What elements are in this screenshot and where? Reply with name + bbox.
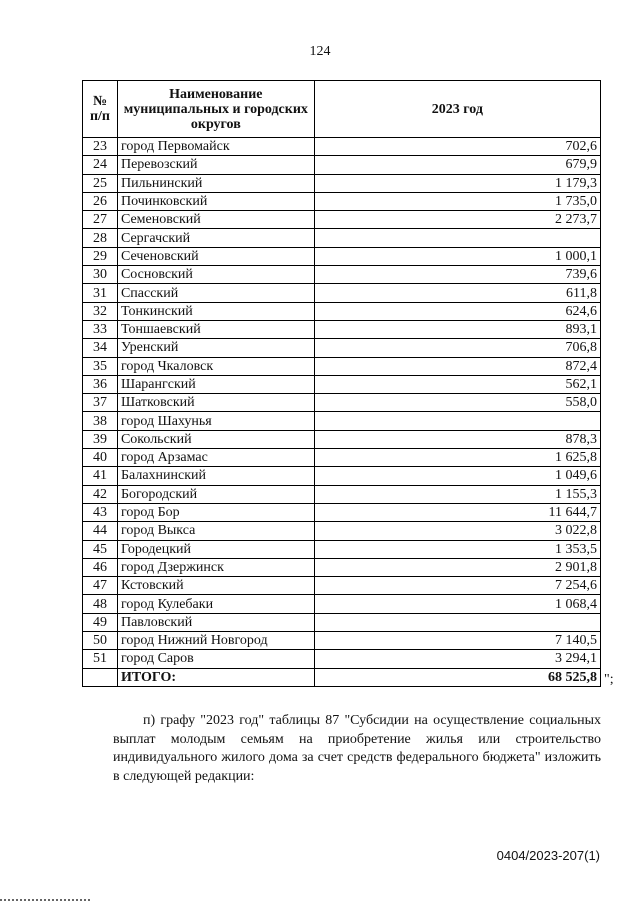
header-municipality: Наименование муниципальных и городских округов — [117, 81, 314, 138]
row-number: 33 — [83, 320, 118, 338]
table-row — [83, 174, 601, 192]
row-number: 40 — [83, 449, 118, 467]
row-number: 30 — [83, 266, 118, 284]
row-number: 29 — [83, 247, 118, 265]
row-municipality: Сергачский — [117, 229, 314, 247]
table-row — [83, 577, 601, 595]
row-value: 1 179,3 — [314, 174, 600, 192]
row-value — [314, 229, 600, 247]
amendment-text: п) графу "2023 год" таблицы 87 "Субсидии на осуществление социальных выплат молодым семьям на приобретение жилья или строительство индивидуального жилого дома за счет средств федерального бюджета" изложить в следующей редакции: — [113, 713, 601, 784]
table-row — [83, 229, 601, 247]
table-row — [83, 247, 601, 265]
row-number: 25 — [83, 174, 118, 192]
row-municipality: Сокольский — [117, 430, 314, 448]
row-number: 34 — [83, 339, 118, 357]
row-municipality: город Первомайск — [117, 138, 314, 156]
row-number: 23 — [83, 138, 118, 156]
table-row — [83, 339, 601, 357]
row-number: 24 — [83, 156, 118, 174]
row-value: 1 155,3 — [314, 485, 600, 503]
table-row — [83, 650, 601, 668]
row-number: 39 — [83, 430, 118, 448]
row-value: 878,3 — [314, 430, 600, 448]
row-municipality: город Дзержинск — [117, 558, 314, 576]
row-municipality: город Выкса — [117, 522, 314, 540]
row-number: 28 — [83, 229, 118, 247]
row-number: 43 — [83, 503, 118, 521]
row-number: 49 — [83, 613, 118, 631]
row-municipality: город Арзамас — [117, 449, 314, 467]
row-number: 31 — [83, 284, 118, 302]
table-header-row — [83, 81, 601, 138]
row-value: 1 068,4 — [314, 595, 600, 613]
row-municipality: Шатковский — [117, 394, 314, 412]
closing-quote: "; — [604, 672, 614, 687]
row-value: 706,8 — [314, 339, 600, 357]
row-municipality: Уренский — [117, 339, 314, 357]
row-number: 44 — [83, 522, 118, 540]
table-row — [83, 613, 601, 631]
row-municipality: Починковский — [117, 192, 314, 210]
row-municipality: Сосновский — [117, 266, 314, 284]
row-number: 36 — [83, 375, 118, 393]
table-row — [83, 449, 601, 467]
row-municipality: Городецкий — [117, 540, 314, 558]
row-municipality: Перевозский — [117, 156, 314, 174]
table-row — [83, 320, 601, 338]
row-number: 46 — [83, 558, 118, 576]
table-row — [83, 430, 601, 448]
row-number: 38 — [83, 412, 118, 430]
table-row — [83, 192, 601, 210]
row-number: 47 — [83, 577, 118, 595]
table-row — [83, 522, 601, 540]
table-row — [83, 394, 601, 412]
total-row — [83, 668, 601, 686]
row-value: 872,4 — [314, 357, 600, 375]
table-row — [83, 558, 601, 576]
table-row — [83, 266, 601, 284]
row-value: 558,0 — [314, 394, 600, 412]
amendment-paragraph — [113, 712, 601, 786]
table-row — [83, 302, 601, 320]
row-municipality: Кстовский — [117, 577, 314, 595]
table-row — [83, 503, 601, 521]
row-value: 3 022,8 — [314, 522, 600, 540]
row-municipality: Пильнинский — [117, 174, 314, 192]
row-value — [314, 613, 600, 631]
table-row — [83, 632, 601, 650]
subsidy-table — [82, 80, 601, 687]
header-year-2023: 2023 год — [314, 81, 600, 138]
row-value: 611,8 — [314, 284, 600, 302]
row-municipality: Спасский — [117, 284, 314, 302]
row-number: 32 — [83, 302, 118, 320]
row-value: 739,6 — [314, 266, 600, 284]
table-row — [83, 284, 601, 302]
total-value: 68 525,8 — [314, 668, 600, 686]
scan-edge-marks — [0, 899, 90, 905]
row-value: 11 644,7 — [314, 503, 600, 521]
row-municipality: Павловский — [117, 613, 314, 631]
row-number: 41 — [83, 467, 118, 485]
table-row — [83, 595, 601, 613]
row-value: 7 254,6 — [314, 577, 600, 595]
row-number: 48 — [83, 595, 118, 613]
row-municipality: Тоншаевский — [117, 320, 314, 338]
page-number: 124 — [309, 44, 331, 59]
row-number: 51 — [83, 650, 118, 668]
table-row — [83, 412, 601, 430]
row-municipality: город Бор — [117, 503, 314, 521]
row-value: 1 735,0 — [314, 192, 600, 210]
total-label: ИТОГО: — [117, 668, 314, 686]
row-value: 1 000,1 — [314, 247, 600, 265]
table-row — [83, 357, 601, 375]
row-municipality: Шарангский — [117, 375, 314, 393]
row-municipality: Сеченовский — [117, 247, 314, 265]
row-municipality: город Кулебаки — [117, 595, 314, 613]
row-number: 27 — [83, 211, 118, 229]
row-value: 2 901,8 — [314, 558, 600, 576]
row-value: 2 273,7 — [314, 211, 600, 229]
row-value: 7 140,5 — [314, 632, 600, 650]
row-value: 1 353,5 — [314, 540, 600, 558]
table-row — [83, 485, 601, 503]
row-municipality: Семеновский — [117, 211, 314, 229]
row-value: 702,6 — [314, 138, 600, 156]
row-number: 42 — [83, 485, 118, 503]
row-value: 3 294,1 — [314, 650, 600, 668]
table-row — [83, 211, 601, 229]
table-row — [83, 375, 601, 393]
row-municipality: город Нижний Новгород — [117, 632, 314, 650]
row-municipality: город Чкаловск — [117, 357, 314, 375]
row-number: 26 — [83, 192, 118, 210]
row-value: 624,6 — [314, 302, 600, 320]
row-value: 1 049,6 — [314, 467, 600, 485]
row-value: 679,9 — [314, 156, 600, 174]
table-row — [83, 156, 601, 174]
row-municipality: город Шахунья — [117, 412, 314, 430]
table-body — [83, 138, 601, 669]
row-number: 37 — [83, 394, 118, 412]
row-municipality: Балахнинский — [117, 467, 314, 485]
row-value: 1 625,8 — [314, 449, 600, 467]
document-code: 0404/2023-207(1) — [496, 848, 600, 863]
row-municipality: Богородский — [117, 485, 314, 503]
row-value — [314, 412, 600, 430]
header-number: № п/п — [83, 81, 118, 138]
row-number: 45 — [83, 540, 118, 558]
table-row — [83, 138, 601, 156]
row-value: 562,1 — [314, 375, 600, 393]
row-municipality: Тонкинский — [117, 302, 314, 320]
table-row — [83, 540, 601, 558]
row-number: 35 — [83, 357, 118, 375]
row-value: 893,1 — [314, 320, 600, 338]
table-row — [83, 467, 601, 485]
total-empty-cell — [83, 668, 118, 686]
row-municipality: город Саров — [117, 650, 314, 668]
row-number: 50 — [83, 632, 118, 650]
